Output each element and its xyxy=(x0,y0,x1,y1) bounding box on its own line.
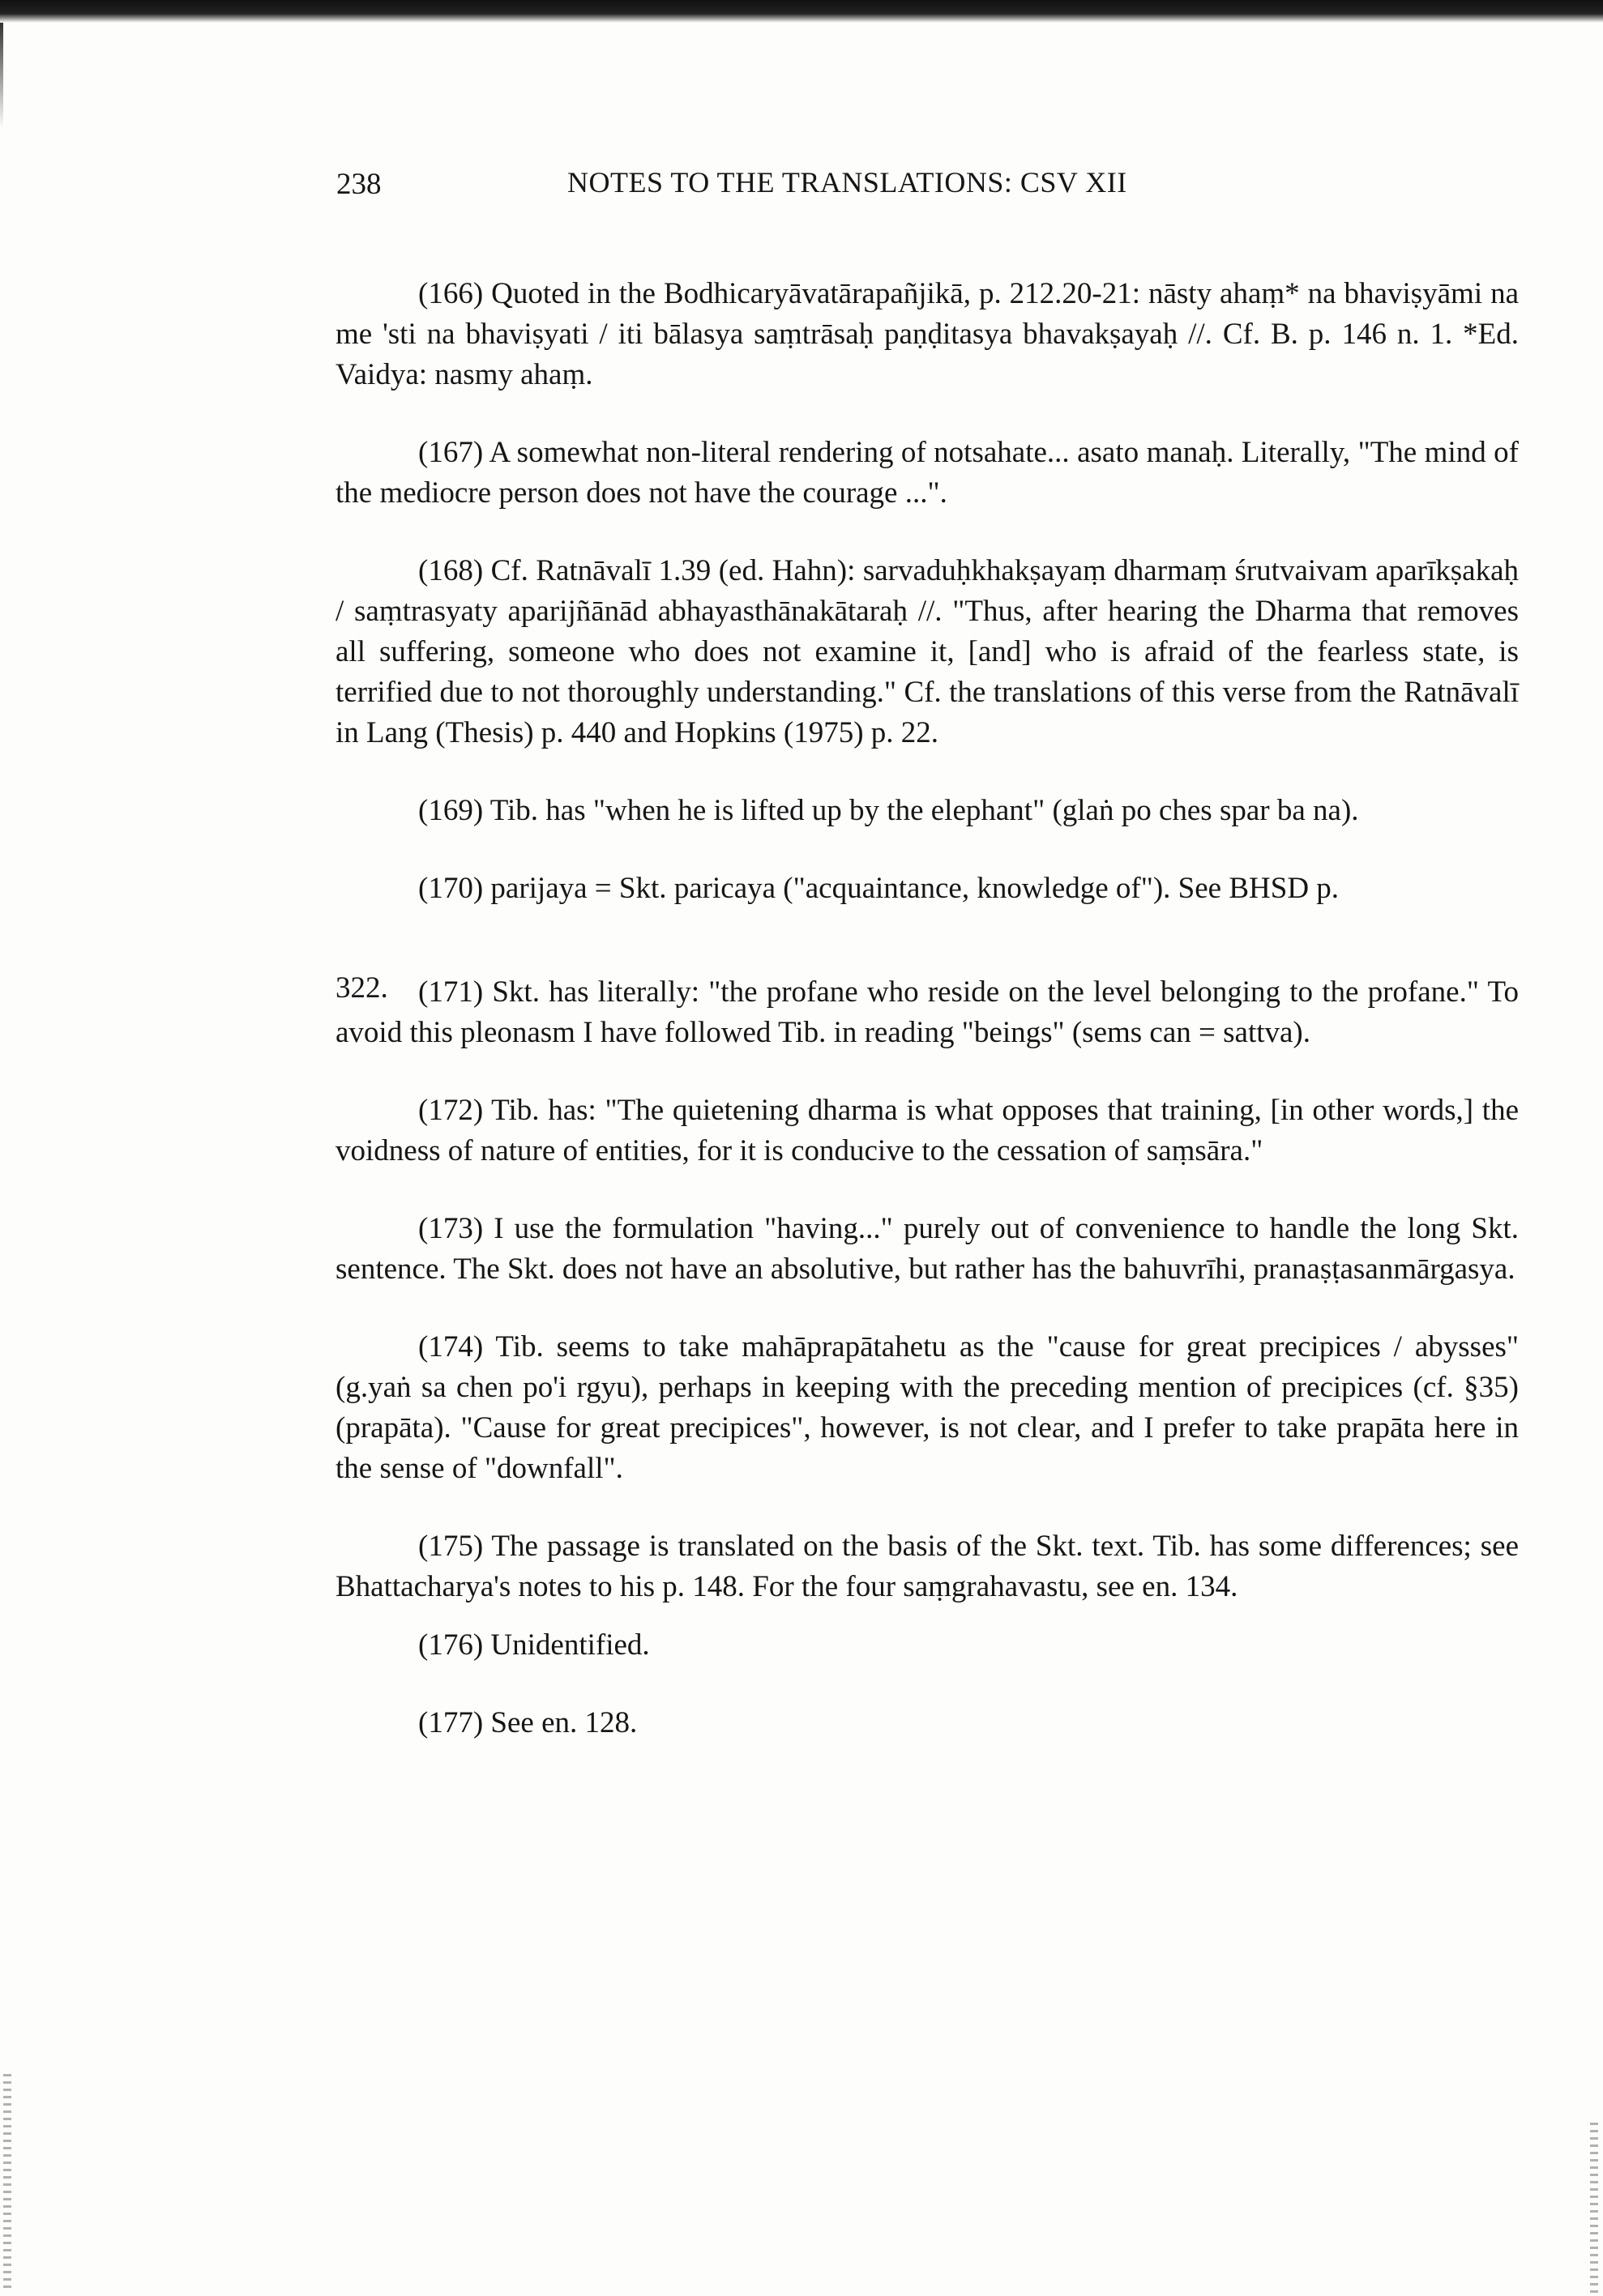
scan-top-border xyxy=(0,0,1603,23)
note-171: (171) Skt. has literally: "the profane who reside on the level belonging to the profane." To avoid this pleonasm I have followed Tib. in reading "beings" (sems can = sattva). xyxy=(336,975,1519,1049)
note-172: (172) Tib. has: "The quietening dharma is what opposes that training, [in other words,] the voidness of nature of entities, for it is conducive to the cessation of saṃsāra." xyxy=(336,1094,1519,1167)
orphan-line: 322. xyxy=(336,971,388,1005)
running-head: NOTES TO THE TRANSLATIONS: CSV XII xyxy=(567,166,1127,198)
note-169: (169) Tib. has "when he is lifted up by the elephant" (glaṅ po ches spar ba na). xyxy=(418,794,1359,827)
note-175: (175) The passage is translated on the basis of the Skt. text. Tib. has some differences; see Bhattacharya's notes to his p. 148. For the four saṃgrahavastu, see en. 134. xyxy=(336,1530,1519,1603)
note-173: (173) I use the formulation "having..." purely out of convenience to handle the long Skt. sentence. The Skt. does not have an absolutive, but rather has the bahuvrīhi, pranaṣṭasanmārgasya. xyxy=(336,1212,1519,1286)
note-168: (168) Cf. Ratnāvalī 1.39 (ed. Hahn): sarvaduḥkhakṣayaṃ dharmaṃ śrutvaivam aparīkṣakaḥ / saṃtrasyaty aparijñānād abhayasthānakātaraḥ //. "Thus, after hearing the Dharma that removes all suffering, someone who does not examine it, [and] who is afraid of the fearless state, is terrified due to not thoroughly understanding." Cf. the translations of this verse from the Ratnāvalī in Lang (Thesis) p. 440 and Hopkins (1975) p. 22. xyxy=(336,554,1519,749)
page-header xyxy=(0,162,1603,211)
note-177: (177) See en. 128. xyxy=(418,1706,638,1739)
scan-right-edge xyxy=(1590,2123,1598,2293)
page-number: 238 xyxy=(336,168,382,201)
scan-left-mark xyxy=(0,23,3,128)
notes-list xyxy=(336,274,1519,1781)
scan-left-edge xyxy=(3,2074,11,2293)
note-167: (167) A somewhat non-literal rendering of notsahate... asato manaḥ. Literally, "The mind of the mediocre person does not have the courage ...". xyxy=(336,436,1519,510)
note-170: (170) parijaya = Skt. paricaya ("acquaintance, knowledge of"). See BHSD p. xyxy=(418,872,1340,905)
note-176: (176) Unidentified. xyxy=(418,1628,650,1662)
note-166: (166) Quoted in the Bodhicaryāvatārapañjikā, p. 212.20-21: nāsty ahaṃ* na bhaviṣyāmi na me 'sti na bhaviṣyati / iti bālasya saṃtrāsaḥ paṇḍitasya bhavakṣayaḥ //. Cf. B. p. 146 n. 1. *Ed. Vaidya: nasmy ahaṃ. xyxy=(336,277,1519,391)
note-174: (174) Tib. seems to take mahāprapātahetu as the "cause for great precipices / abysses" (g.yaṅ sa chen po'i rgyu), perhaps in keeping with the preceding mention of precipices (cf. §35) (prapāta). "Cause for great precipices", however, is not clear, and I prefer to take prapāta here in the sense of "downfall". xyxy=(336,1330,1519,1485)
